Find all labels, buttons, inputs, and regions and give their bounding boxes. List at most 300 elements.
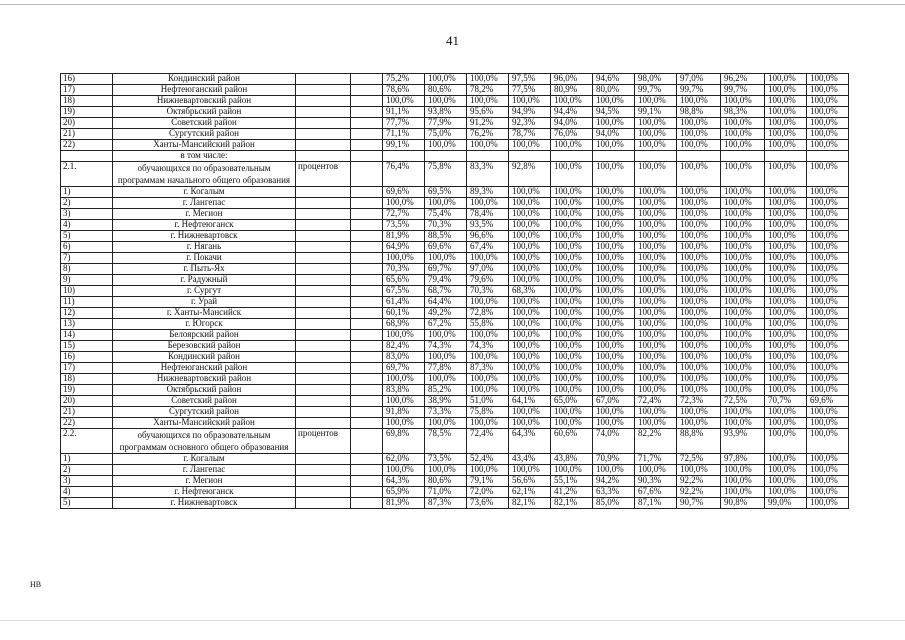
value-cell: 100,0% — [467, 465, 509, 476]
row-number: 12) — [61, 308, 113, 319]
value-cell: 100,0% — [807, 319, 849, 330]
row-number: 20) — [61, 396, 113, 407]
value-cell: 100,0% — [807, 374, 849, 385]
value-cell: 92,2% — [677, 476, 721, 487]
value-cell: 100,0% — [677, 96, 721, 107]
blank-cell — [351, 308, 383, 319]
row-unit — [296, 231, 351, 242]
value-cell: 100,0% — [807, 341, 849, 352]
value-cell: 74,3% — [425, 341, 467, 352]
row-unit — [296, 352, 351, 363]
row-unit — [296, 330, 351, 341]
table-row — [61, 220, 849, 231]
value-cell: 68,3% — [509, 286, 551, 297]
value-cell: 72,5% — [721, 396, 765, 407]
value-cell: 75,4% — [425, 209, 467, 220]
blank-cell — [351, 85, 383, 96]
value-cell: 77,5% — [509, 85, 551, 96]
value-cell: 100,0% — [765, 231, 807, 242]
row-unit — [296, 96, 351, 107]
value-cell: 100,0% — [721, 209, 765, 220]
value-cell: 80,9% — [551, 85, 593, 96]
value-cell: 98,8% — [677, 107, 721, 118]
value-cell: 100,0% — [677, 242, 721, 253]
value-cell — [677, 151, 721, 162]
value-cell: 100,0% — [765, 352, 807, 363]
value-cell: 70,7% — [765, 396, 807, 407]
value-cell: 91,2% — [467, 118, 509, 129]
blank-cell — [351, 465, 383, 476]
value-cell: 100,0% — [765, 319, 807, 330]
value-cell: 100,0% — [721, 465, 765, 476]
value-cell: 77,8% — [425, 363, 467, 374]
row-number: 11) — [61, 297, 113, 308]
value-cell: 100,0% — [593, 187, 635, 198]
row-name: г. Мегион — [113, 209, 296, 220]
table-row — [61, 140, 849, 151]
value-cell: 69,6% — [807, 396, 849, 407]
row-unit — [296, 220, 351, 231]
value-cell: 100,0% — [765, 407, 807, 418]
row-unit — [296, 396, 351, 407]
value-cell: 93,9% — [721, 429, 765, 454]
value-cell: 72,5% — [677, 454, 721, 465]
value-cell: 100,0% — [551, 407, 593, 418]
value-cell: 100,0% — [551, 308, 593, 319]
value-cell: 100,0% — [425, 418, 467, 429]
value-cell: 100,0% — [509, 242, 551, 253]
value-cell: 64,4% — [425, 297, 467, 308]
table-row — [61, 330, 849, 341]
table-row — [61, 385, 849, 396]
value-cell: 100,0% — [593, 319, 635, 330]
value-cell: 100,0% — [593, 465, 635, 476]
footer-line — [0, 620, 905, 621]
row-name: г. Нефтеюганск — [113, 220, 296, 231]
row-unit — [296, 118, 351, 129]
value-cell: 88,8% — [677, 429, 721, 454]
row-unit: процентов — [296, 429, 351, 454]
value-cell: 78,6% — [383, 85, 425, 96]
row-name: г. Пыть-Ях — [113, 264, 296, 275]
value-cell: 78,4% — [467, 209, 509, 220]
value-cell: 100,0% — [765, 162, 807, 187]
row-number: 14) — [61, 330, 113, 341]
table-row — [61, 374, 849, 385]
value-cell: 100,0% — [551, 209, 593, 220]
value-cell: 100,0% — [509, 465, 551, 476]
value-cell: 100,0% — [721, 407, 765, 418]
row-name: г. Урай — [113, 297, 296, 308]
value-cell: 97,0% — [467, 264, 509, 275]
value-cell: 100,0% — [467, 74, 509, 85]
row-unit — [296, 385, 351, 396]
value-cell: 100,0% — [551, 341, 593, 352]
blank-cell — [351, 487, 383, 498]
blank-cell — [351, 429, 383, 454]
value-cell — [593, 151, 635, 162]
value-cell: 87,3% — [425, 498, 467, 509]
blank-cell — [351, 498, 383, 509]
value-cell: 68,7% — [425, 286, 467, 297]
value-cell: 100,0% — [551, 162, 593, 187]
blank-cell — [351, 129, 383, 140]
value-cell: 100,0% — [721, 129, 765, 140]
blank-cell — [351, 198, 383, 209]
value-cell: 100,0% — [551, 330, 593, 341]
value-cell: 100,0% — [635, 341, 677, 352]
value-cell: 100,0% — [807, 407, 849, 418]
value-cell: 100,0% — [635, 187, 677, 198]
value-cell: 100,0% — [509, 275, 551, 286]
value-cell: 96,0% — [551, 74, 593, 85]
value-cell: 100,0% — [467, 140, 509, 151]
value-cell: 73,6% — [467, 498, 509, 509]
value-cell: 100,0% — [721, 319, 765, 330]
value-cell: 100,0% — [765, 187, 807, 198]
value-cell: 71,7% — [635, 454, 677, 465]
table-row — [61, 264, 849, 275]
table-row — [61, 429, 849, 454]
value-cell: 100,0% — [383, 330, 425, 341]
row-number: 7) — [61, 253, 113, 264]
value-cell: 100,0% — [593, 231, 635, 242]
value-cell: 100,0% — [807, 242, 849, 253]
value-cell: 100,0% — [551, 242, 593, 253]
value-cell: 62,1% — [509, 487, 551, 498]
table-row — [61, 96, 849, 107]
value-cell: 100,0% — [467, 418, 509, 429]
row-number: 9) — [61, 275, 113, 286]
value-cell: 72,8% — [467, 308, 509, 319]
table-row — [61, 187, 849, 198]
row-number: 5) — [61, 498, 113, 509]
value-cell: 100,0% — [551, 352, 593, 363]
value-cell: 70,3% — [383, 264, 425, 275]
value-cell: 100,0% — [509, 198, 551, 209]
table-row — [61, 129, 849, 140]
value-cell: 100,0% — [425, 140, 467, 151]
table-row — [61, 308, 849, 319]
value-cell: 100,0% — [765, 385, 807, 396]
value-cell — [721, 151, 765, 162]
value-cell: 100,0% — [593, 96, 635, 107]
value-cell: 100,0% — [551, 264, 593, 275]
value-cell: 61,4% — [383, 297, 425, 308]
value-cell: 96,6% — [467, 231, 509, 242]
row-name: г. Мегион — [113, 476, 296, 487]
row-number: 21) — [61, 407, 113, 418]
value-cell: 75,8% — [425, 162, 467, 187]
row-name: Нижневартовский район — [113, 96, 296, 107]
value-cell: 100,0% — [807, 385, 849, 396]
blank-cell — [351, 140, 383, 151]
value-cell: 70,9% — [593, 454, 635, 465]
row-name: г. Югорск — [113, 319, 296, 330]
value-cell: 100,0% — [807, 107, 849, 118]
table-row — [61, 465, 849, 476]
value-cell: 100,0% — [509, 220, 551, 231]
value-cell: 72,0% — [467, 487, 509, 498]
row-name: Октябрьский район — [113, 107, 296, 118]
row-number: 13) — [61, 319, 113, 330]
value-cell: 100,0% — [807, 187, 849, 198]
blank-cell — [351, 454, 383, 465]
value-cell: 60,6% — [551, 429, 593, 454]
value-cell: 82,1% — [509, 498, 551, 509]
value-cell: 100,0% — [551, 198, 593, 209]
value-cell: 69,5% — [425, 187, 467, 198]
value-cell: 100,0% — [635, 319, 677, 330]
row-name: Нефтеюганский район — [113, 85, 296, 96]
value-cell: 100,0% — [721, 162, 765, 187]
value-cell: 88,5% — [425, 231, 467, 242]
row-number: 18) — [61, 96, 113, 107]
value-cell: 100,0% — [635, 209, 677, 220]
blank-cell — [351, 264, 383, 275]
value-cell: 100,0% — [807, 198, 849, 209]
blank-cell — [351, 253, 383, 264]
value-cell: 100,0% — [593, 418, 635, 429]
row-name: г. Нефтеюганск — [113, 487, 296, 498]
value-cell: 100,0% — [383, 374, 425, 385]
value-cell: 72,4% — [467, 429, 509, 454]
row-unit — [296, 487, 351, 498]
value-cell: 100,0% — [677, 407, 721, 418]
blank-cell — [351, 242, 383, 253]
value-cell: 89,3% — [467, 187, 509, 198]
statistics-table — [60, 73, 849, 509]
value-cell: 100,0% — [807, 231, 849, 242]
value-cell: 100,0% — [467, 330, 509, 341]
row-number: 16) — [61, 74, 113, 85]
value-cell: 100,0% — [677, 352, 721, 363]
value-cell: 100,0% — [635, 96, 677, 107]
value-cell: 100,0% — [467, 198, 509, 209]
value-cell: 78,2% — [467, 85, 509, 96]
row-unit — [296, 151, 351, 162]
blank-cell — [351, 330, 383, 341]
value-cell: 100,0% — [765, 487, 807, 498]
value-cell: 100,0% — [721, 140, 765, 151]
value-cell: 100,0% — [721, 264, 765, 275]
value-cell: 73,3% — [425, 407, 467, 418]
value-cell: 100,0% — [677, 209, 721, 220]
value-cell: 81,9% — [383, 231, 425, 242]
value-cell: 100,0% — [807, 429, 849, 454]
value-cell: 67,6% — [635, 487, 677, 498]
value-cell: 78,7% — [509, 129, 551, 140]
row-unit — [296, 253, 351, 264]
row-unit — [296, 198, 351, 209]
value-cell: 100,0% — [765, 374, 807, 385]
value-cell: 69,8% — [383, 429, 425, 454]
row-name: в том числе: — [113, 151, 296, 162]
blank-cell — [351, 220, 383, 231]
value-cell: 100,0% — [721, 231, 765, 242]
value-cell: 100,0% — [677, 220, 721, 231]
value-cell: 100,0% — [765, 363, 807, 374]
value-cell: 63,3% — [593, 487, 635, 498]
row-unit — [296, 264, 351, 275]
value-cell: 83,0% — [383, 352, 425, 363]
row-number — [61, 151, 113, 162]
value-cell: 100,0% — [677, 363, 721, 374]
row-name: г. Лангепас — [113, 465, 296, 476]
value-cell: 100,0% — [593, 385, 635, 396]
value-cell: 100,0% — [551, 220, 593, 231]
row-name: Белоярский район — [113, 330, 296, 341]
value-cell: 100,0% — [509, 363, 551, 374]
value-cell: 94,2% — [593, 476, 635, 487]
value-cell: 76,2% — [467, 129, 509, 140]
table-row — [61, 476, 849, 487]
value-cell: 100,0% — [467, 352, 509, 363]
row-number: 2) — [61, 198, 113, 209]
value-cell: 100,0% — [509, 374, 551, 385]
value-cell: 100,0% — [677, 308, 721, 319]
value-cell: 100,0% — [677, 275, 721, 286]
value-cell: 100,0% — [807, 465, 849, 476]
value-cell: 99,7% — [677, 85, 721, 96]
value-cell: 100,0% — [383, 198, 425, 209]
value-cell: 100,0% — [677, 465, 721, 476]
row-number: 1) — [61, 187, 113, 198]
value-cell: 100,0% — [593, 242, 635, 253]
value-cell: 100,0% — [677, 198, 721, 209]
row-name: Нижневартовский район — [113, 374, 296, 385]
value-cell: 65,6% — [383, 275, 425, 286]
value-cell: 100,0% — [721, 297, 765, 308]
value-cell: 100,0% — [551, 363, 593, 374]
value-cell: 100,0% — [807, 209, 849, 220]
value-cell: 100,0% — [721, 220, 765, 231]
row-unit — [296, 242, 351, 253]
value-cell: 100,0% — [593, 253, 635, 264]
value-cell: 100,0% — [593, 220, 635, 231]
value-cell — [635, 151, 677, 162]
value-cell: 69,7% — [383, 363, 425, 374]
blank-cell — [351, 352, 383, 363]
value-cell: 78,5% — [425, 429, 467, 454]
value-cell: 70,3% — [425, 220, 467, 231]
value-cell: 100,0% — [467, 253, 509, 264]
value-cell: 98,3% — [721, 107, 765, 118]
value-cell: 76,0% — [551, 129, 593, 140]
value-cell: 100,0% — [383, 465, 425, 476]
value-cell: 100,0% — [765, 85, 807, 96]
value-cell: 100,0% — [765, 96, 807, 107]
row-name: г. Сургут — [113, 286, 296, 297]
value-cell: 100,0% — [509, 140, 551, 151]
value-cell: 100,0% — [765, 297, 807, 308]
value-cell: 100,0% — [677, 140, 721, 151]
row-number: 21) — [61, 129, 113, 140]
value-cell: 100,0% — [551, 253, 593, 264]
row-name: г. Нижневартовск — [113, 231, 296, 242]
value-cell: 100,0% — [635, 220, 677, 231]
value-cell: 100,0% — [677, 319, 721, 330]
value-cell: 100,0% — [807, 129, 849, 140]
value-cell: 100,0% — [765, 429, 807, 454]
row-name: обучающихся по образовательным программам основного общего образования — [113, 429, 296, 454]
value-cell: 100,0% — [635, 330, 677, 341]
value-cell: 100,0% — [807, 297, 849, 308]
value-cell: 87,3% — [467, 363, 509, 374]
value-cell: 100,0% — [635, 363, 677, 374]
value-cell: 49,2% — [425, 308, 467, 319]
row-unit — [296, 209, 351, 220]
value-cell: 67,4% — [467, 242, 509, 253]
value-cell: 100,0% — [765, 140, 807, 151]
value-cell: 100,0% — [721, 253, 765, 264]
row-unit — [296, 454, 351, 465]
value-cell: 100,0% — [635, 308, 677, 319]
row-number: 17) — [61, 363, 113, 374]
table-row — [61, 198, 849, 209]
value-cell: 100,0% — [635, 140, 677, 151]
value-cell: 100,0% — [593, 286, 635, 297]
value-cell: 76,4% — [383, 162, 425, 187]
value-cell: 100,0% — [807, 220, 849, 231]
value-cell: 100,0% — [721, 286, 765, 297]
table-row — [61, 363, 849, 374]
table-row — [61, 341, 849, 352]
value-cell: 100,0% — [765, 242, 807, 253]
row-number: 8) — [61, 264, 113, 275]
value-cell: 100,0% — [721, 330, 765, 341]
value-cell: 77,9% — [425, 118, 467, 129]
blank-cell — [351, 374, 383, 385]
row-name: Советский район — [113, 396, 296, 407]
value-cell: 100,0% — [509, 96, 551, 107]
value-cell: 72,3% — [677, 396, 721, 407]
blank-cell — [351, 74, 383, 85]
value-cell: 55,8% — [467, 319, 509, 330]
value-cell: 72,4% — [635, 396, 677, 407]
row-unit — [296, 129, 351, 140]
blank-cell — [351, 407, 383, 418]
row-name: г. Нижневартовск — [113, 498, 296, 509]
value-cell: 100,0% — [593, 363, 635, 374]
value-cell: 100,0% — [635, 418, 677, 429]
blank-cell — [351, 476, 383, 487]
value-cell: 99,0% — [765, 498, 807, 509]
value-cell: 100,0% — [635, 118, 677, 129]
row-unit — [296, 418, 351, 429]
value-cell: 97,5% — [509, 74, 551, 85]
row-name: г. Лангепас — [113, 198, 296, 209]
row-number: 6) — [61, 242, 113, 253]
value-cell: 38,9% — [425, 396, 467, 407]
value-cell: 100,0% — [807, 363, 849, 374]
value-cell: 100,0% — [425, 96, 467, 107]
value-cell: 100,0% — [551, 297, 593, 308]
value-cell: 62,0% — [383, 454, 425, 465]
value-cell: 92,3% — [509, 118, 551, 129]
value-cell: 65,9% — [383, 487, 425, 498]
value-cell: 79,4% — [425, 275, 467, 286]
value-cell: 99,1% — [383, 140, 425, 151]
value-cell: 100,0% — [509, 209, 551, 220]
blank-cell — [351, 396, 383, 407]
value-cell: 100,0% — [677, 264, 721, 275]
value-cell: 100,0% — [593, 341, 635, 352]
value-cell: 100,0% — [807, 275, 849, 286]
value-cell: 100,0% — [765, 107, 807, 118]
value-cell: 100,0% — [807, 352, 849, 363]
row-name: Ханты-Мансийский район — [113, 140, 296, 151]
